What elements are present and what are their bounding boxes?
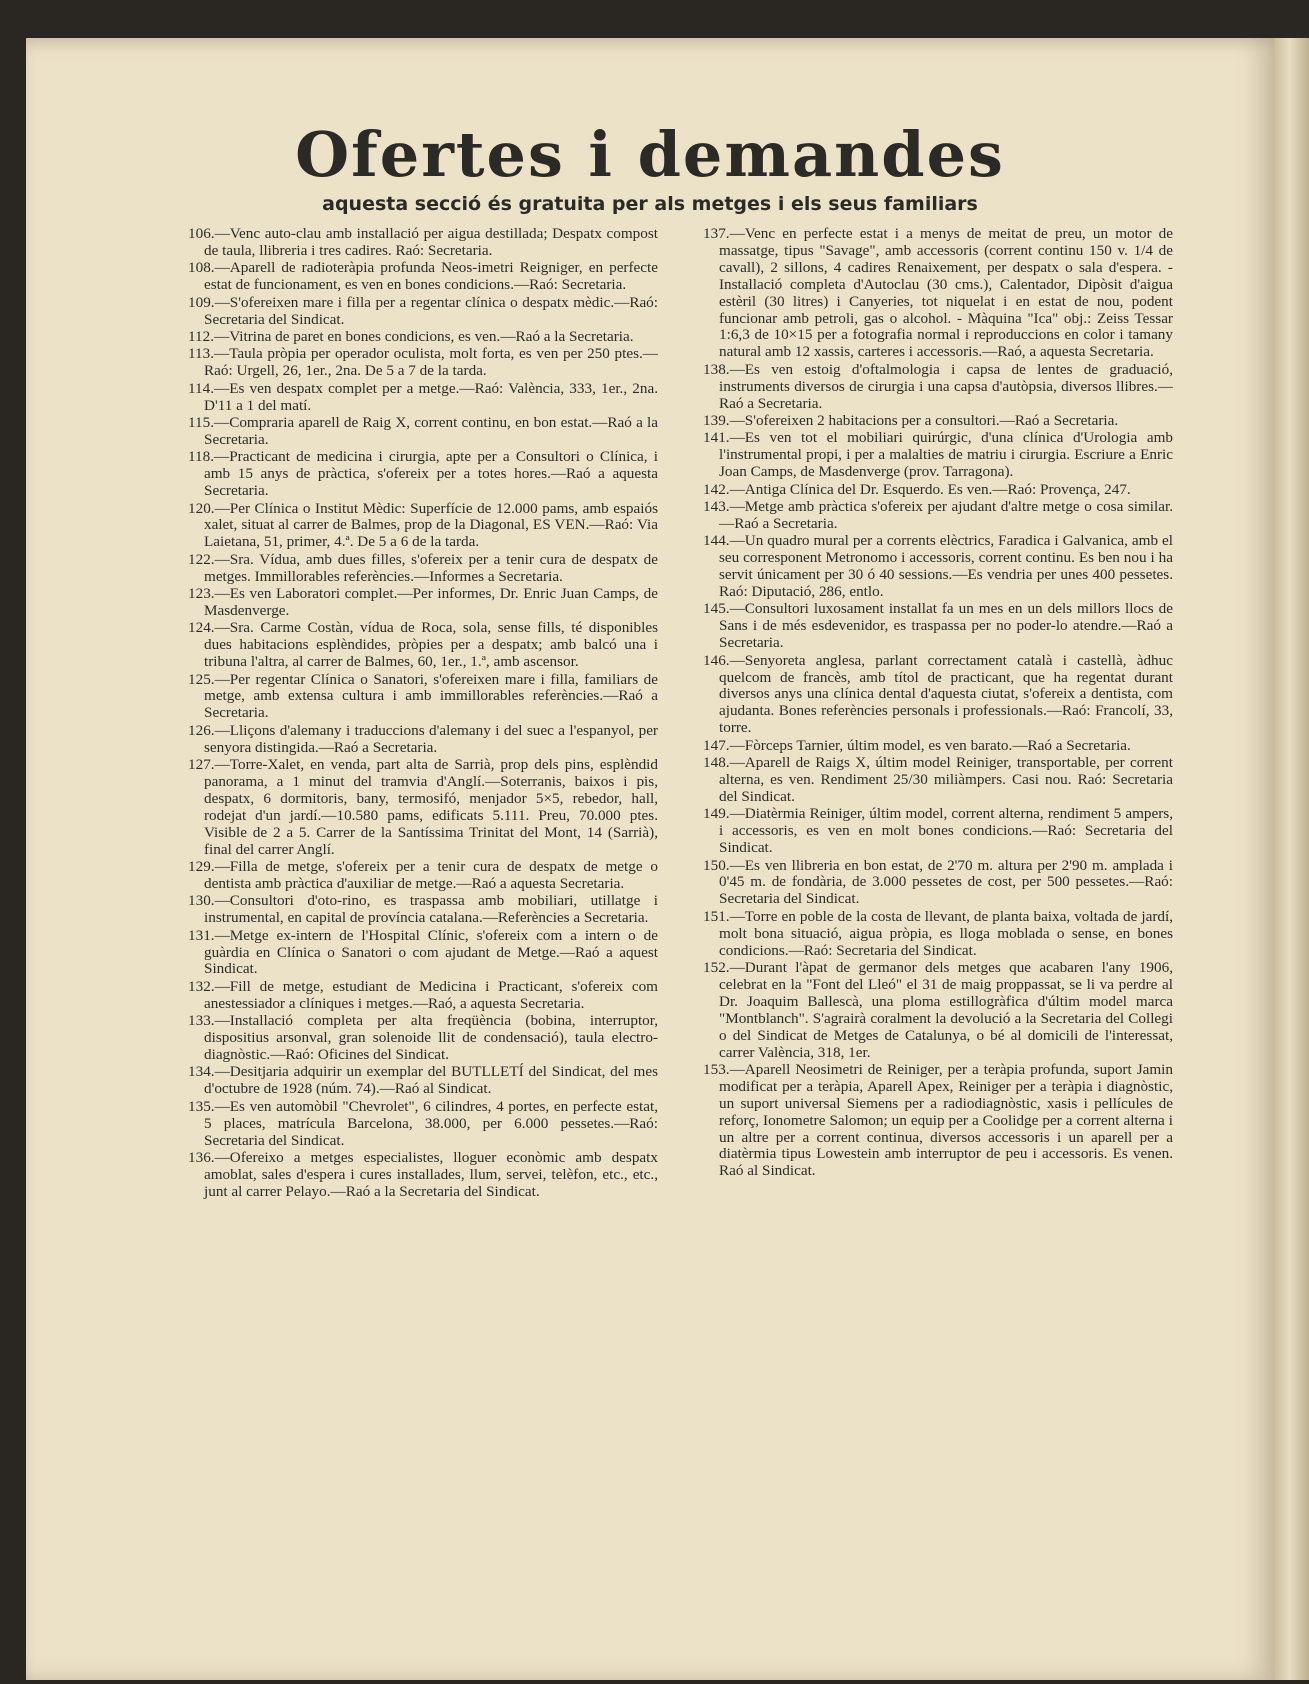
classified-entry bbox=[703, 909, 1173, 960]
entry-text: —Torre en poble de la costa de llevant, de planta baixa, voltada de jardí, molt bona situació, aigua pròpia, es lloga moblada o sense, en bones condicions.—Raó: Secretaria del Sindicat. bbox=[719, 907, 1173, 959]
entry-text: —Ofereixo a metges especialistes, lloguer econòmic amb despatx amoblat, sales d'espera i cures installades, llum, servei, telèfon, etc., etc., junt al carrer Pelayo.—Raó a la Secretaria del Sindicat. bbox=[204, 1148, 658, 1200]
entry-number: 146. bbox=[703, 651, 730, 669]
entry-number: 129. bbox=[188, 858, 215, 876]
right-column bbox=[703, 226, 1173, 1516]
page-subtitle: aquesta secció és gratuita per als metges i els seus familiars bbox=[322, 193, 978, 215]
entry-text: —Durant l'àpat de germanor dels metges que acabaren l'any 1906, celebrat en la "Font del Lleó" el 31 de maig proppassat, se li va perdre al Dr. Joaquim Ballescà, una ploma estillogràfica d'últim model marca "Montblanch". S'agrairà coralment la devolució a la Secretaria del Collegi o del Sindicat de Metges de Catalunya, o bé al domicili de l'interessat, carrer València, 318, 1er. bbox=[719, 958, 1173, 1061]
classified-entry bbox=[703, 362, 1173, 413]
page-edge bbox=[1274, 38, 1309, 1680]
entry-number: 152. bbox=[703, 958, 730, 976]
entry-text: —Taula pròpia per operador oculista, molt forta, es ven per 250 ptes.—Raó: Urgell, 26, 1er., 2na. De 5 a 7 de la tarda. bbox=[204, 345, 658, 380]
classified-entry bbox=[188, 415, 658, 449]
entry-text: —Practicant de medicina i cirurgia, apte per a Consultori o Clínica, i amb 15 anys de pràctica, s'ofereix per a totes hores.—Raó a aquesta Secretaria. bbox=[204, 448, 658, 500]
classified-entry bbox=[703, 1062, 1173, 1180]
entry-text: —Aparell de Raigs X, últim model Reiniger, transportable, per corrent alterna, es ven. Rendiment 25/30 miliàmpers. Casi nou. Raó: Secretaria del Sindicat. bbox=[719, 754, 1173, 805]
classified-entry bbox=[703, 226, 1173, 361]
entry-number: 151. bbox=[703, 907, 730, 925]
entry-text: —Metge ex-intern de l'Hospital Clínic, s'ofereix com a intern o de guàrdia en Clínica o Sanatori o com ajudant de Metge.—Raó a aquest Sindicat. bbox=[204, 926, 658, 978]
entry-text: —Fill de metge, estudiant de Medicina i Practicant, s'ofereix com anestessiador a clíniques i metges.—Raó, a aquesta Secretaria. bbox=[204, 977, 658, 1012]
classified-columns bbox=[188, 226, 1173, 1516]
entry-number: 147. bbox=[703, 736, 730, 754]
classified-entry bbox=[188, 757, 658, 858]
entry-text: —Senyoreta anglesa, parlant correctament català i castellà, àdhuc quelcom de francès, amb títol de practicant, que ha regentat durant diversos anys una clínica dental d'aquesta ciutat, s'ofereix a dentista, com ajudanta. Bones referències personals i professionals.—Raó: Francolí, 33, torre. bbox=[719, 651, 1173, 737]
entry-text: —Aparell de radioteràpia profunda Neos-imetri Reigniger, en perfecte estat de funcionament, es ven en bones condicions.—Raó: Secretaria. bbox=[204, 259, 658, 294]
entry-text: —Vitrina de paret en bones condicions, es ven.—Raó a la Secretaria. bbox=[214, 327, 634, 345]
entry-number: 149. bbox=[703, 805, 730, 823]
entry-number: 120. bbox=[188, 499, 215, 517]
entry-number: 133. bbox=[188, 1012, 215, 1030]
classified-entry bbox=[703, 482, 1173, 499]
entry-text: —Sra. Vídua, amb dues filles, s'ofereix per a tenir cura de despatx de metges. Immillorables referències.—Informes a Secretaria. bbox=[204, 550, 658, 585]
entry-text: —Consultori luxosament installat fa un mes en un dels millors llocs de Sans i de més esdevenidor, es traspassa per no poder-lo atendre.—Raó a Secretaria. bbox=[719, 600, 1173, 652]
entry-text: —Installació completa per alta freqüència (bobina, interruptor, dispositius arsonval, gran solenoide llit de condensació), taula electro-diagnòstic.—Raó: Oficines del Sindicat. bbox=[204, 1012, 658, 1063]
classified-entry bbox=[188, 723, 658, 757]
entry-number: 106. bbox=[188, 225, 215, 242]
entry-number: 134. bbox=[188, 1063, 215, 1081]
entry-text: —Fòrceps Tarnier, últim model, es ven barato.—Raó a Secretaria. bbox=[729, 736, 1131, 754]
entry-number: 141. bbox=[703, 429, 730, 447]
entry-text: —Desitjaria adquirir un exemplar del BUTLLETÍ del Sindicat, del mes d'octubre de 1928 (núm. 74).—Raó al Sindicat. bbox=[204, 1063, 658, 1098]
classified-entry bbox=[703, 601, 1173, 652]
classified-entry bbox=[188, 1099, 658, 1150]
classified-entry bbox=[188, 979, 658, 1013]
entry-number: 137. bbox=[703, 225, 730, 242]
entry-number: 122. bbox=[188, 550, 215, 568]
entry-text: —Antiga Clínica del Dr. Esquerdo. Es ven.—Raó: Provença, 247. bbox=[729, 480, 1131, 498]
classified-entry bbox=[188, 260, 658, 294]
entry-number: 118. bbox=[188, 448, 215, 466]
entry-text: —Es ven despatx complet per a metge.—Raó: València, 333, 1er., 2na. D'11 a 1 del matí. bbox=[204, 379, 658, 414]
classified-entry bbox=[703, 960, 1173, 1061]
classified-entry bbox=[703, 653, 1173, 738]
entry-text: —Lliçons d'alemany i traduccions d'alemany i del suec a l'espanyol, per senyora distingida.—Raó a Secretaria. bbox=[204, 721, 658, 756]
entry-number: 139. bbox=[703, 411, 730, 429]
entry-text: —Filla de metge, s'ofereix per a tenir cura de despatx de metge o dentista amb pràctica d'auxiliar de metge.—Raó a aquesta Secretaria. bbox=[204, 858, 658, 892]
entry-number: 130. bbox=[188, 892, 215, 910]
entry-text: —Metge amb pràctica s'ofereix per ajudant d'altre metge o cosa similar.—Raó a Secretaria. bbox=[719, 498, 1173, 532]
classified-entry bbox=[188, 1150, 658, 1201]
classified-entry bbox=[188, 381, 658, 415]
entry-number: 108. bbox=[188, 259, 215, 277]
classified-entry bbox=[188, 346, 658, 380]
classified-entry bbox=[188, 893, 658, 927]
entry-number: 148. bbox=[703, 754, 730, 772]
entry-number: 135. bbox=[188, 1097, 215, 1115]
classified-entry bbox=[188, 928, 658, 979]
entry-number: 113. bbox=[188, 345, 215, 363]
classified-entry bbox=[703, 738, 1173, 755]
entry-number: 126. bbox=[188, 721, 215, 739]
classified-entry bbox=[188, 295, 658, 329]
entry-text: —Es ven llibreria en bon estat, de 2'70 m. altura per 2'90 m. amplada i 0'45 m. de fondària, de 3.000 pessetes de cost, per 500 pessetes.—Raó: Secretaria del Sindicat. bbox=[719, 856, 1173, 908]
classified-entry bbox=[188, 586, 658, 620]
entry-number: 132. bbox=[188, 977, 215, 995]
entry-text: —Es ven automòbil "Chevrolet", 6 cilindres, 4 portes, en perfecte estat, 5 places, matrícula Barcelona, 38.000, per 6.000 pessetes.—Raó: Secretaria del Sindicat. bbox=[204, 1097, 658, 1149]
classified-entry bbox=[188, 859, 658, 893]
entry-number: 138. bbox=[703, 360, 730, 378]
entry-number: 153. bbox=[703, 1060, 730, 1078]
entry-number: 142. bbox=[703, 480, 730, 498]
left-column bbox=[188, 226, 658, 1516]
classified-entry bbox=[188, 1064, 658, 1098]
entry-text: —Aparell Neosimetri de Reiniger, per a teràpia profunda, suport Jamin modificat per a teràpia, Aparell Apex, Reiniger per a teràpia i diagnòstic, un suport universal Siemens per a radiodiagnòstic, xasis i pellícules de reforç, Ionometre Salomon; un equip per a Coolidge per a corrent alterna i un altre per a corrent continua, diversos accessoris i un aparell per a diatèrmia tipus Lowestein amb interruptor de peu i accessoris. Es venen. Raó al Sindicat. bbox=[719, 1060, 1173, 1180]
classified-entry bbox=[188, 226, 658, 260]
entry-text: —Compraria aparell de Raig X, corrent continu, en bon estat.—Raó a la Secretaria. bbox=[204, 413, 658, 448]
entry-number: 143. bbox=[703, 498, 730, 515]
classified-entry bbox=[703, 806, 1173, 857]
entry-text: —Per Clínica o Institut Mèdic: Superfície de 12.000 pams, amb espaiós xalet, situat al carrer de Balmes, prop de la Diagonal, ES VEN.—Raó: Via Laietana, 51, primer, 4.ª. De 5 a 6 de la tarda. bbox=[204, 499, 658, 551]
classified-entry bbox=[703, 430, 1173, 481]
entry-number: 125. bbox=[188, 670, 215, 688]
entry-number: 115. bbox=[188, 413, 215, 431]
entry-text: —Sra. Carme Costàn, vídua de Roca, sola, sense fills, té disponibles dues habitacions esplèndides, pròpies per a despatx; amb balcó una i tribuna l'altra, al carrer de Balmes, 60, 1er., 1.ª, amb ascensor. bbox=[204, 619, 658, 671]
entry-text: —Consultori d'oto-rino, es traspassa amb mobiliari, utillatge i instrumental, en capital de província catalana.—Referències a Secretaria. bbox=[204, 892, 658, 927]
entry-number: 124. bbox=[188, 619, 215, 637]
entry-text: —Diatèrmia Reiniger, últim model, corrent alterna, rendiment 5 ampers, i accessoris, es ven en molt bones condicions.—Raó: Secretaria del Sindicat. bbox=[719, 805, 1173, 857]
entry-text: —Torre-Xalet, en venda, part alta de Sarrià, prop dels pins, esplèndid panorama, a 1 minut del tramvia d'Anglí.—Soterranis, baixos i pis, despatx, 6 dormitoris, bany, termosifó, menjador 5×5, rebedor, hall, rodejat d'un jardí.—10.580 pams, edificats 5.111. Preu, 70.000 ptes. Visible de 2 a 5. Carrer de la Santíssima Trinitat del Mont, 14 (Sarrià), final del carrer Anglí. bbox=[204, 756, 658, 858]
entry-text: —Es ven estoig d'oftalmologia i capsa de lentes de graduació, instruments diversos de cirurgia i una capsa d'autòpsia, diversos llibres.—Raó a Secretaria. bbox=[719, 360, 1173, 412]
page-title: Ofertes i demandes bbox=[295, 118, 1005, 191]
entry-text: —S'ofereixen mare i filla per a regentar clínica o despatx mèdic.—Raó: Secretaria del Sindicat. bbox=[204, 293, 658, 328]
entry-text: —S'ofereixen 2 habitacions per a consultori.—Raó a Secretaria. bbox=[729, 411, 1119, 429]
entry-number: 131. bbox=[188, 926, 215, 944]
classified-entry bbox=[703, 499, 1173, 533]
classified-entry bbox=[188, 329, 658, 346]
entry-number: 114. bbox=[188, 379, 215, 397]
classified-entry bbox=[703, 413, 1173, 430]
entry-number: 127. bbox=[188, 756, 215, 774]
classified-entry bbox=[188, 552, 658, 586]
entry-number: 150. bbox=[703, 856, 730, 874]
entry-number: 112. bbox=[188, 327, 215, 345]
entry-number: 109. bbox=[188, 293, 215, 311]
classified-entry bbox=[703, 858, 1173, 909]
classified-entry bbox=[188, 449, 658, 500]
entry-text: —Es ven tot el mobiliari quirúrgic, d'una clínica d'Urologia amb l'instrumental propi, i per a malalties de matriu i cirurgia. Escriure a Enric Joan Camps, de Masdenverge (prov. Tarragona). bbox=[719, 429, 1173, 481]
entry-number: 136. bbox=[188, 1148, 215, 1166]
classified-entry bbox=[188, 620, 658, 671]
entry-text: —Venc en perfecte estat i a menys de meitat de preu, un motor de massatge, tipus "Savage", amb accessoris (corrent continu 150 v. 1/4 de cavall), 2 sillons, 4 cadires Renaixement, per despatx o sala d'espera. - Installació completa d'Autoclau (30 cms.), Calentador, Dipòsit d'aigua estèril (30 litres) i Canyeries, tot niquelat i en estat de nou, podent funcionar amb petroli, gas o alcohol. - Màquina "Ica" obj.: Zeiss Tessar 1:6,3 de 10×15 per a fotografia normal i reproduccions en color i tamany natural amb 12 xassis, carteres i accessoris.—Raó, a aquesta Secretaria. bbox=[719, 225, 1173, 361]
classified-entry bbox=[188, 1013, 658, 1064]
entry-text: —Un quadro mural per a corrents elèctrics, Faradica i Galvanica, amb el seu corresponent Metronomo i accessoris, corrent continu. Es ben nou i ha servit únicament per 30 ó 40 sessions.—Es vendria per unes 400 pessetes. Raó: Diputació, 286, entlo. bbox=[719, 532, 1173, 601]
entry-text: —Venc auto-clau amb installació per aigua destillada; Despatx compost de taula, llibreria i tres cadires. Raó: Secretaria. bbox=[204, 225, 658, 259]
entry-text: —Es ven Laboratori complet.—Per informes, Dr. Enric Juan Camps, de Masdenverge. bbox=[204, 585, 658, 619]
classified-entry bbox=[703, 533, 1173, 601]
classified-entry bbox=[188, 672, 658, 723]
classified-entry bbox=[188, 501, 658, 552]
classified-entry bbox=[703, 755, 1173, 806]
entry-number: 145. bbox=[703, 600, 730, 618]
entry-number: 123. bbox=[188, 585, 215, 603]
entry-number: 144. bbox=[703, 532, 730, 550]
entry-text: —Per regentar Clínica o Sanatori, s'ofereixen mare i filla, familiars de metge, amb extensa cultura i amb immillorables referències.—Raó a Secretaria. bbox=[204, 670, 658, 722]
